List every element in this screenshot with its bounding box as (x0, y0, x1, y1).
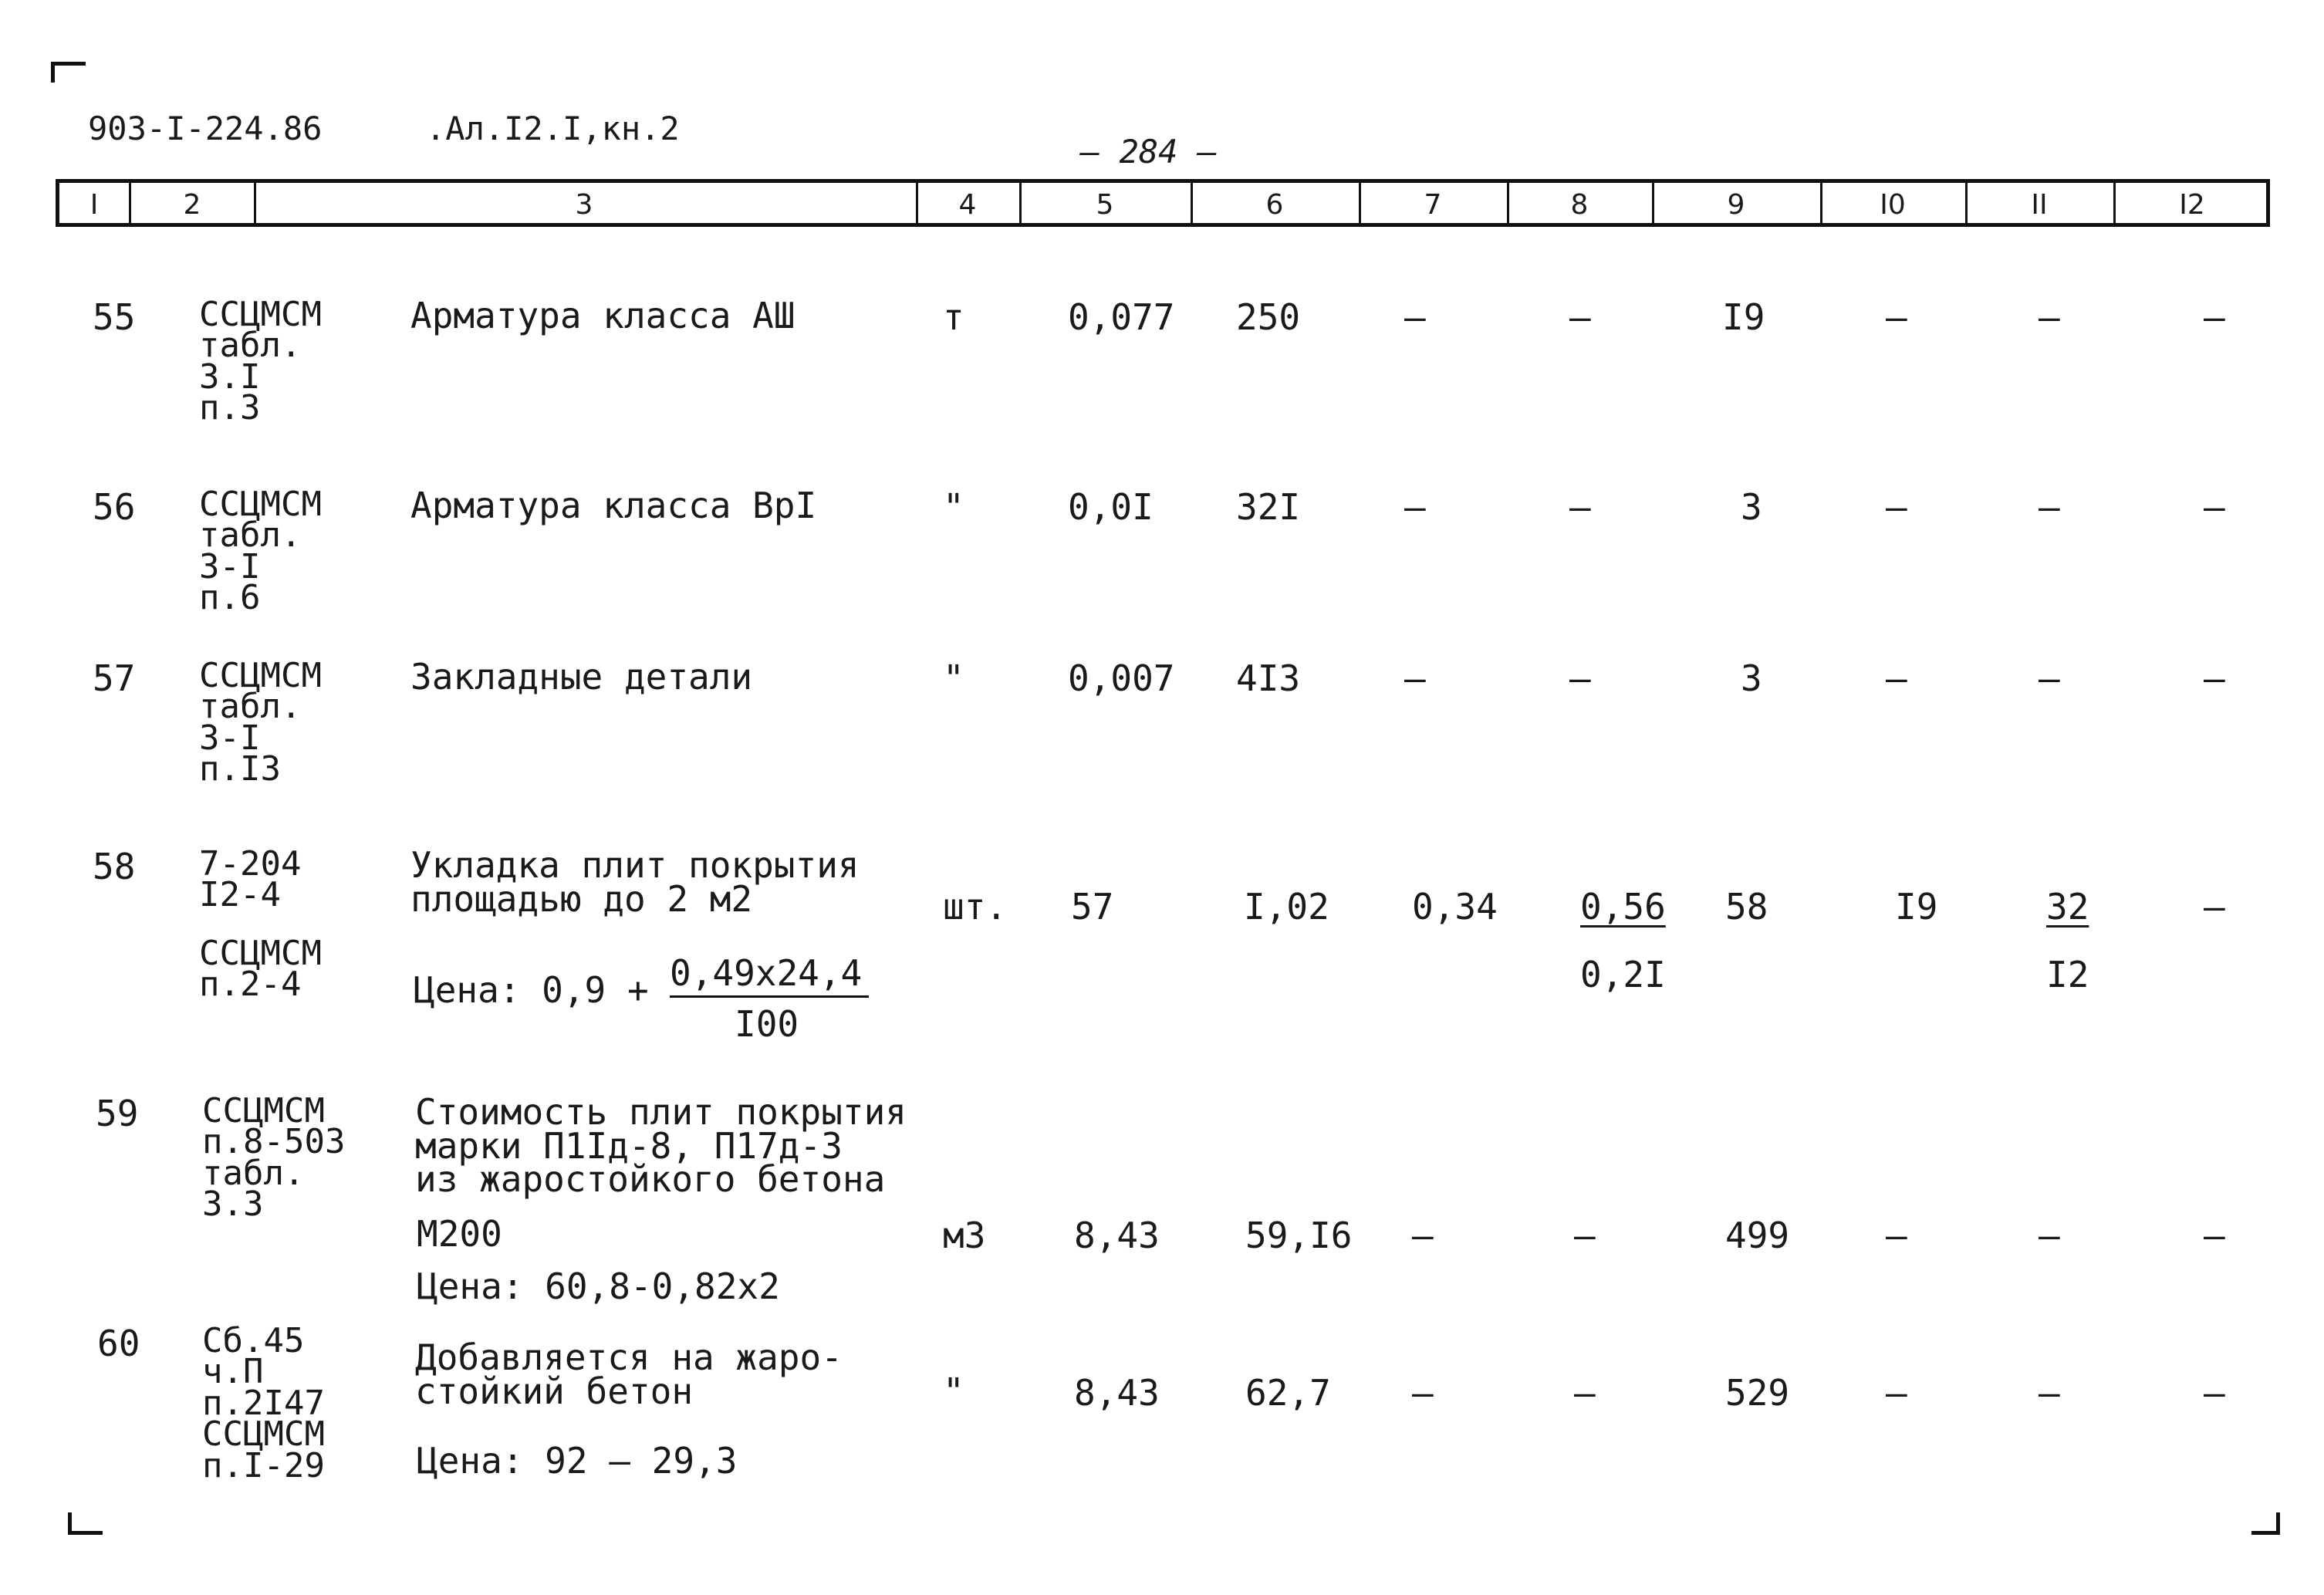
row-number: 56 (93, 486, 136, 528)
col12-value: – (2204, 296, 2225, 338)
work-description: Стоимость плит покрытия марки П1Ід-8, П17д-3 из жаростойкого бетона (415, 1091, 907, 1201)
col5-value: 0,077 (1068, 296, 1175, 338)
col7-value: – (1412, 1372, 1434, 1414)
column-number: 5 (1096, 189, 1114, 221)
col9-value: I9 (1722, 296, 1765, 338)
col5-value: 8,43 (1074, 1215, 1160, 1256)
price-formula-denominator: I00 (735, 1003, 799, 1045)
unit: м3 (943, 1215, 986, 1256)
row-number: 57 (93, 657, 136, 699)
col6-value: 62,7 (1245, 1372, 1331, 1414)
price-formula-numerator: 0,49х24,4 (670, 952, 863, 994)
reference-code: ССЦМСМ табл. 3-I п.I3 (199, 656, 322, 789)
row-number: 58 (93, 846, 136, 887)
column-number: I2 (2179, 189, 2205, 221)
unit: т (943, 296, 964, 338)
unit: " (943, 1370, 964, 1412)
row-number: 60 (97, 1323, 140, 1364)
row-number: 59 (96, 1093, 139, 1134)
page-number: — 284 — (1080, 133, 1218, 171)
col5-value: 0,007 (1068, 657, 1175, 699)
col11-value: – (2039, 486, 2060, 528)
col6-value: 250 (1236, 296, 1301, 338)
unit: " (943, 657, 964, 699)
col7-value: – (1404, 296, 1426, 338)
col8-value: – (1574, 1372, 1596, 1414)
col9-value: 3 (1741, 486, 1762, 528)
col8-value: – (1569, 296, 1591, 338)
col12-value: – (2204, 1372, 2225, 1414)
col10-value: – (1886, 1372, 1907, 1414)
col10-value: I9 (1895, 886, 1938, 928)
col7-value: – (1404, 486, 1426, 528)
column-number: 4 (958, 189, 977, 221)
price-formula-label: Цена: 0,9 + (414, 969, 649, 1011)
column-number: 8 (1570, 189, 1589, 221)
corner-mark-top-left (51, 62, 86, 83)
col8-value: – (1569, 657, 1591, 699)
concrete-grade: М200 (417, 1213, 502, 1255)
col11-value: – (2039, 657, 2060, 699)
col10-value: – (1886, 296, 1907, 338)
col6-value: I,02 (1244, 886, 1329, 928)
col10-value: – (1886, 657, 1907, 699)
col8-value-secondary: 0,2I (1580, 954, 1666, 995)
col5-value: 0,0I (1068, 486, 1154, 528)
album-reference: .Ал.I2.I,кн.2 (426, 110, 680, 147)
work-description: Добавляется на жаро- стойкий бетон (415, 1336, 843, 1412)
work-description: Закладные детали (410, 656, 753, 698)
reference-code: ССЦМСМ табл. 3-I п.6 (199, 485, 322, 618)
unit: " (943, 486, 964, 528)
col9-value: 3 (1741, 657, 1762, 699)
col12-value: – (2204, 486, 2225, 528)
work-description: Арматура класса АШ (410, 295, 795, 336)
col7-value: – (1404, 657, 1426, 699)
col11-value: 32 (2046, 886, 2089, 928)
col5-value: 8,43 (1074, 1372, 1160, 1414)
col12-value: – (2204, 886, 2225, 928)
col12-value: – (2204, 1215, 2225, 1256)
column-number: 6 (1265, 189, 1284, 221)
column-number: II (2031, 189, 2048, 221)
reference-code-secondary: ССЦМСМ п.2-4 (199, 934, 322, 1005)
corner-mark-bottom-right (2251, 1512, 2280, 1535)
reference-code: ССЦМСМ п.8-503 табл. 3.3 (202, 1091, 346, 1225)
col9-value: 58 (1725, 886, 1768, 928)
corner-mark-bottom-left (68, 1512, 103, 1535)
col10-value: – (1886, 486, 1907, 528)
col12-value: – (2204, 657, 2225, 699)
price-formula: Цена: 92 – 29,3 (417, 1440, 738, 1482)
column-number: I0 (1880, 189, 1906, 221)
col5-value: 57 (1071, 886, 1114, 928)
col11-value: – (2039, 1372, 2060, 1414)
col9-value: 529 (1725, 1372, 1790, 1414)
col10-value: – (1886, 1215, 1907, 1256)
column-number: 7 (1424, 189, 1442, 221)
col9-value: 499 (1725, 1215, 1790, 1256)
col8-value: 0,56 (1580, 886, 1666, 928)
row-number: 55 (93, 296, 136, 338)
col6-value: 59,I6 (1245, 1215, 1353, 1256)
reference-code: Сб.45 ч.П п.2I47 ССЦМСМ п.I-29 (202, 1321, 325, 1485)
col11-value: – (2039, 1215, 2060, 1256)
col11-value-secondary: I2 (2046, 954, 2089, 995)
unit: шт. (943, 886, 1008, 928)
reference-code: ССЦМСМ табл. 3.I п.3 (199, 295, 322, 428)
column-number: 9 (1727, 189, 1745, 221)
column-header-row (56, 179, 2270, 227)
col6-value: 4I3 (1236, 657, 1301, 699)
column-number: 3 (575, 189, 593, 221)
column-number: I (90, 189, 99, 221)
work-description: Арматура класса ВрI (410, 485, 817, 526)
fraction-bar (670, 995, 869, 998)
col6-value: 32I (1236, 486, 1301, 528)
column-number: 2 (183, 189, 201, 221)
col11-value: – (2039, 296, 2060, 338)
work-description: Укладка плит покрытия площадью до 2 м2 (410, 844, 860, 920)
col8-value: – (1574, 1215, 1596, 1256)
document-code: 903-I-224.86 (88, 110, 323, 147)
col8-value: – (1569, 486, 1591, 528)
col7-value: 0,34 (1412, 886, 1498, 928)
col7-value: – (1412, 1215, 1434, 1256)
price-formula: Цена: 60,8-0,82х2 (417, 1266, 780, 1307)
reference-code: 7-204 I2-4 (199, 844, 302, 915)
